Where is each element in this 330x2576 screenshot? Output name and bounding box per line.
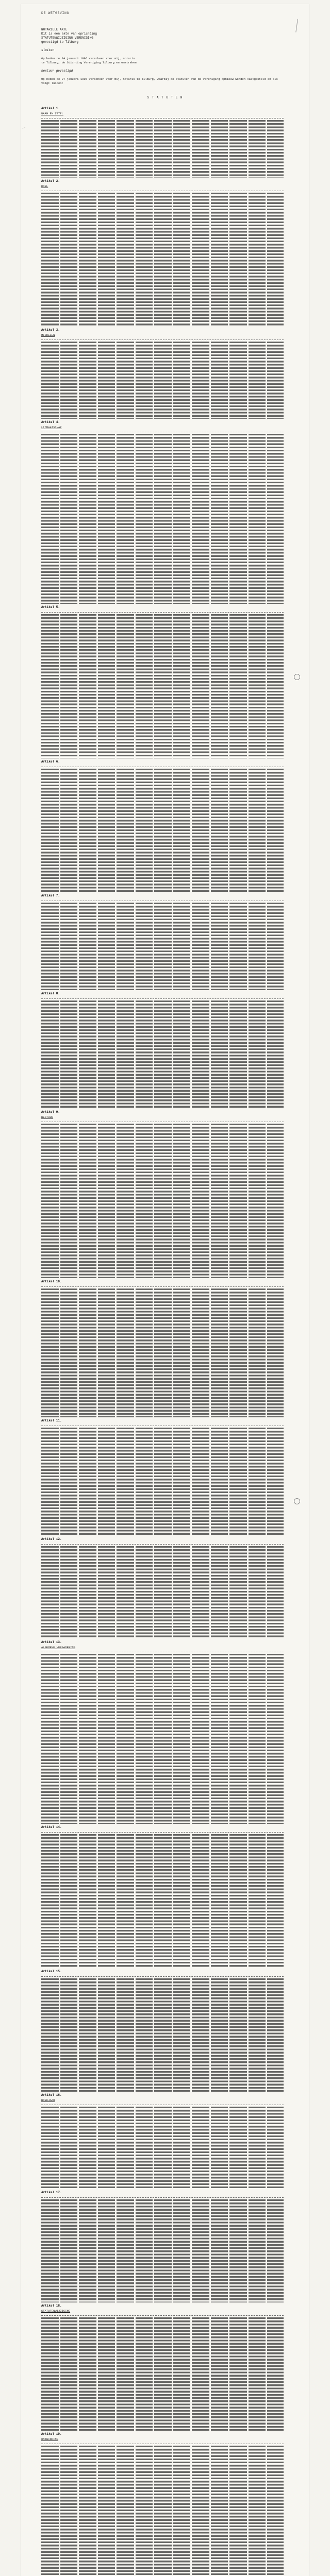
dashed-rule — [41, 337, 284, 340]
article-heading: NAAM EN ZETEL — [41, 112, 63, 115]
article-title: Artikel 3. — [41, 328, 60, 332]
margin-circle-mark — [294, 674, 300, 680]
article-heading: ONTBINDING — [41, 2437, 59, 2441]
article-text-block — [41, 1124, 284, 1278]
article-text-block — [41, 2107, 284, 2189]
article-title: Artikel 11. — [41, 1419, 62, 1422]
statuten-title: S T A T U T E N — [147, 96, 183, 99]
header-line: sluiten — [41, 48, 55, 52]
header-line: NOTARIËLE AKTE — [41, 28, 68, 31]
dashed-rule — [41, 2313, 284, 2316]
corner-tear-mark — [295, 19, 307, 33]
header-line: Op heden de 24 januari 1996 verscheen voor mij, notaris — [41, 57, 135, 60]
article-text-block — [41, 1546, 284, 1639]
dashed-rule — [41, 1541, 284, 1545]
article-text-block — [41, 614, 284, 758]
article-text-block — [41, 1289, 284, 1417]
article-heading: DOEL — [41, 184, 48, 188]
handwritten-margin-note: ... — [21, 125, 26, 130]
dashed-rule — [41, 2195, 284, 2198]
article-text-block — [41, 2199, 284, 2302]
dashed-rule — [41, 898, 284, 901]
header-intro: Op heden de 27 januari 1996 verscheen voor mij, notaris te Tilburg, waarbij de statuten van de vereniging opnieuw worden vastgesteld en als volgt luiden: — [41, 77, 280, 85]
dashed-rule — [41, 1974, 284, 1977]
dashed-rule — [41, 2441, 284, 2444]
article-title: Artikel 2. — [41, 179, 60, 183]
dashed-rule — [41, 1649, 284, 1652]
document-body — [41, 105, 284, 2576]
dashed-rule — [41, 115, 284, 118]
article-title: Artikel 9. — [41, 1110, 60, 1114]
article-title: Artikel 13. — [41, 1640, 62, 1644]
article-text-block — [41, 1978, 284, 2092]
document-header — [41, 28, 284, 86]
article-heading: ALGEMENE VERGADERING — [41, 1646, 76, 1649]
header-line: te Tilburg, de Stichting Vereniging Tilburg en omstreken — [41, 61, 137, 64]
article-title: Artikel 16. — [41, 2093, 62, 2097]
article-title: Artikel 14. — [41, 1825, 62, 1829]
article-text-block — [41, 1428, 284, 1536]
dashed-rule — [41, 1119, 284, 1122]
article-text-block — [41, 2317, 284, 2431]
article-text-block — [41, 342, 284, 419]
article-title: Artikel 15. — [41, 1970, 62, 1973]
article-title: Artikel 12. — [41, 1537, 62, 1541]
dashed-rule — [41, 1284, 284, 1287]
article-title: Artikel 6. — [41, 760, 60, 764]
article-text-block — [41, 2446, 284, 2576]
document-page — [21, 4, 309, 2576]
article-heading: BOEKJAAR — [41, 2098, 55, 2102]
article-text-block — [41, 1001, 284, 1109]
dashed-rule — [41, 609, 284, 613]
article-text-block — [41, 120, 284, 178]
dashed-rule — [41, 429, 284, 432]
article-text-block — [41, 769, 284, 892]
dashed-rule — [41, 764, 284, 767]
article-title: Artikel 5. — [41, 605, 60, 609]
header-line: bestuur gevestigd — [41, 69, 73, 73]
article-text-block — [41, 903, 284, 990]
article-title: Artikel 1. — [41, 107, 60, 110]
article-title: Artikel 7. — [41, 894, 60, 897]
article-text-block — [41, 1654, 284, 1824]
article-title: Artikel 18. — [41, 2304, 62, 2308]
margin-circle-mark — [294, 1498, 300, 1504]
article-heading: BESTUUR — [41, 1115, 54, 1119]
dashed-rule — [41, 1423, 284, 1426]
dashed-rule — [41, 1829, 284, 1833]
dashed-rule — [41, 2102, 284, 2105]
article-title: Artikel 10. — [41, 1280, 62, 1283]
article-text-block — [41, 434, 284, 604]
dashed-rule — [41, 188, 284, 191]
header-line: Dit is een akte van oprichting — [41, 32, 97, 36]
dashed-rule — [41, 996, 284, 999]
article-title: Artikel 8. — [41, 992, 60, 995]
header-line: gevestigd te Tilburg — [41, 40, 79, 44]
article-heading: MIDDELEN — [41, 333, 55, 337]
article-heading: STATUTENWIJZIGING — [41, 2309, 71, 2313]
article-text-block — [41, 1834, 284, 1968]
article-title: Artikel 17. — [41, 2191, 62, 2194]
article-title: Artikel 4. — [41, 420, 60, 424]
article-heading: LIDMAATSCHAP — [41, 426, 62, 429]
article-title: Artikel 19. — [41, 2432, 62, 2436]
header-line: STATUTENWIJZIGING VERENIGING — [41, 36, 93, 40]
header-stamp: DE WETGEVING — [41, 11, 70, 15]
article-text-block — [41, 193, 284, 327]
